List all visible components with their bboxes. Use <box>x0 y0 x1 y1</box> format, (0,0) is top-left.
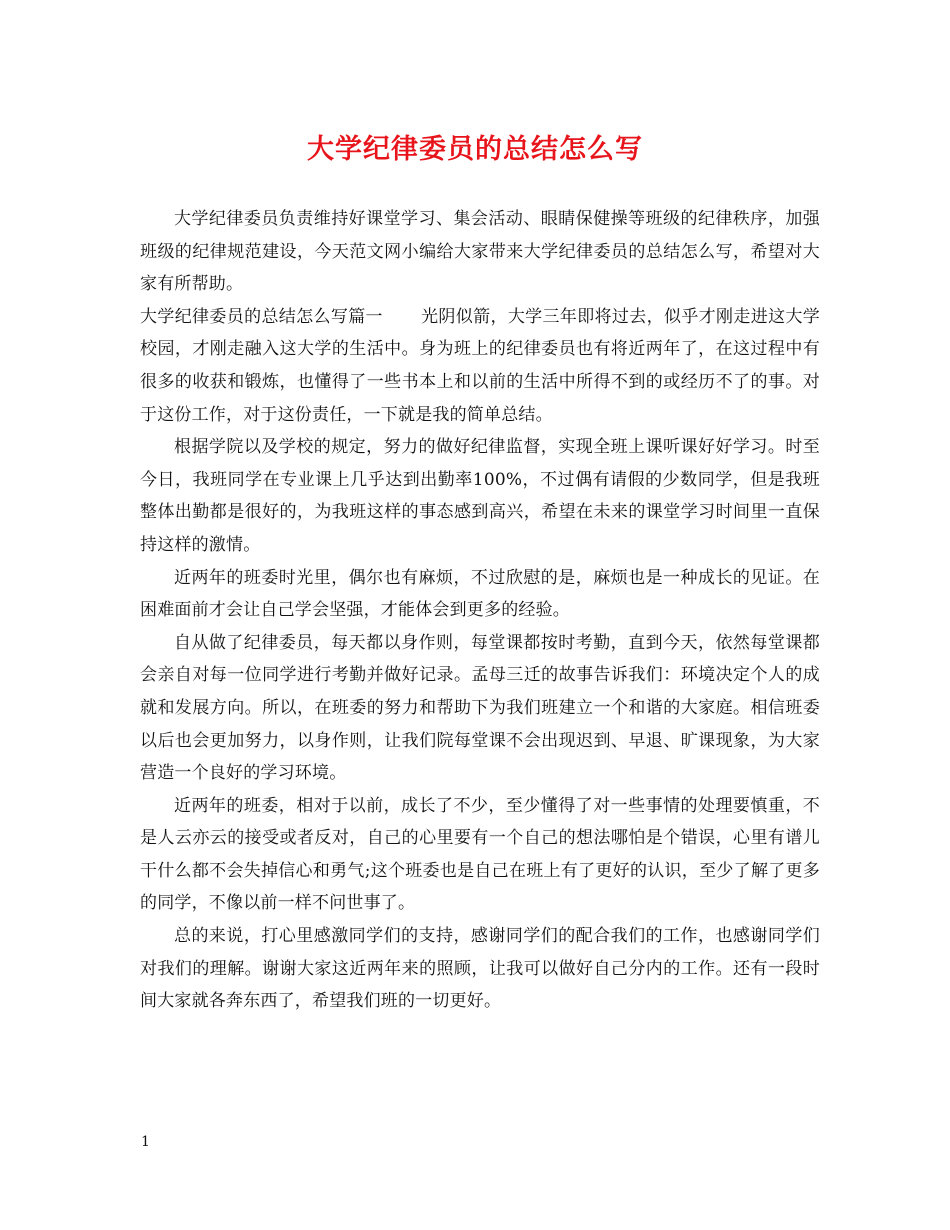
section-heading: 大学纪律委员的总结怎么写篇一 <box>140 306 383 327</box>
body-paragraph-5: 总的来说，打心里感激同学们的支持，感谢同学们的配合我们的工作，也感谢同学们对我们的理解。谢谢大家这近两年来的照顾，让我可以做好自己分内的工作。还有一段时间大家就各奔东西了，希望我们班的一切更好。 <box>140 926 820 1012</box>
body-paragraph-3: 自从做了纪律委员，每天都以身作则，每堂课都按时考勤，直到今天，依然每堂课都会亲自对每一位同学进行考勤并做好记录。孟母三迁的故事告诉我们：环境决定个人的成就和发展方向。所以，在班委的努力和帮助下为我们班建立一个和谐的大家庭。相信班委以后也会更加努力，以身作则，让我们院每堂课不会出现迟到、早退、旷课现象，为大家营造一个良好的学习环境。 <box>140 632 820 784</box>
section-first-text: 光阴似箭，大学三年即将过去，似乎才刚走进这大学校园，才刚走融入这大学的生活中。身为班上的纪律委员也有将近两年了，在这过程中有很多的收获和锻炼，也懂得了一些书本上和以前的生活中所得不到的或经历不了的事。对于这份工作，对于这份责任，一下就是我的简单总结。 <box>140 306 820 425</box>
page-number: 1 <box>141 1134 150 1150</box>
section-paragraph <box>140 301 820 431</box>
document-body <box>140 203 820 1018</box>
body-paragraph-2: 近两年的班委时光里，偶尔也有麻烦，不过欣慰的是，麻烦也是一种成长的见证。在困难面前才会让自己学会坚强，才能体会到更多的经验。 <box>140 567 820 621</box>
body-paragraph-4: 近两年的班委，相对于以前，成长了不少，至少懂得了对一些事情的处理要慎重，不是人云亦云的接受或者反对，自己的心里要有一个自己的想法哪怕是个错误，心里有谱儿干什么都不会失掉信心和勇气;这个班委也是自己在班上有了更好的认识，至少了解了更多的同学，不像以前一样不问世事了。 <box>140 795 820 914</box>
intro-paragraph: 大学纪律委员负责维持好课堂学习、集会活动、眼睛保健操等班级的纪律秩序，加强班级的纪律规范建设，今天范文网小编给大家带来大学纪律委员的总结怎么写，希望对大家有所帮助。 <box>140 209 820 295</box>
body-paragraph-1: 根据学院以及学校的规定，努力的做好纪律监督，实现全班上课听课好好学习。时至今日，我班同学在专业课上几乎达到出勤率100%，不过偶有请假的少数同学，但是我班整体出勤都是很好的，为我班这样的事态感到高兴，希望在未来的课堂学习时间里一直保持这样的激情。 <box>140 437 820 555</box>
document-title: 大学纪律委员的总结怎么写 <box>307 134 643 165</box>
